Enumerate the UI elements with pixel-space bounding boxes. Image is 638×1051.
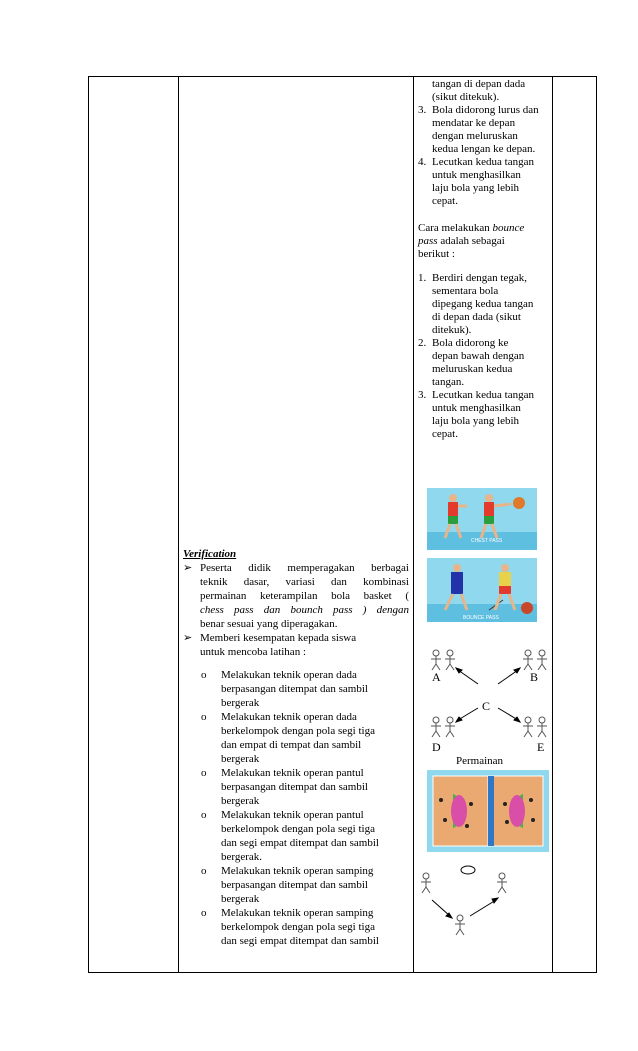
- item-number: 4.: [418, 156, 427, 168]
- text-line: berpasangan ditempat dan sambil: [221, 879, 368, 891]
- image-caption: CHEST PASS: [471, 538, 503, 544]
- text-line: bergerak: [221, 697, 260, 709]
- text-span-italic: bounce: [492, 222, 525, 234]
- list-item: [418, 104, 556, 156]
- exercise-list: [183, 668, 409, 948]
- text-line: untuk mencoba latihan :: [200, 646, 306, 658]
- label-a: A: [432, 670, 441, 684]
- item-number: 1.: [418, 272, 427, 284]
- list-item: [201, 808, 409, 864]
- text-line: berikut :: [418, 248, 455, 260]
- text-line: Melakukan teknik operan samping: [221, 907, 374, 919]
- text-line: Berdiri dengan tegak,: [432, 272, 527, 284]
- circle-bullet-icon: o: [201, 865, 207, 877]
- text-line: berkelompok dengan pola segi tiga: [221, 725, 375, 737]
- text-line: (sikut ditekuk).: [432, 91, 500, 103]
- text-line: Melakukan teknik operan dada: [221, 711, 357, 723]
- item-number: 3.: [418, 389, 427, 401]
- text-line: Lecutkan kedua tangan: [432, 389, 535, 401]
- basketball-court-illustration: [427, 770, 549, 852]
- circle-bullet-icon: o: [201, 711, 207, 723]
- section-heading: Verification: [183, 548, 237, 560]
- text-line: berpasangan ditempat dan sambil: [221, 683, 368, 695]
- text-line: berkelompok dengan pola segi tiga: [221, 921, 375, 933]
- text-line: sementara bola: [432, 285, 499, 297]
- label-e: E: [537, 740, 545, 754]
- text-line: permainan keterampilan bola basket (: [200, 590, 409, 602]
- circle-bullet-icon: o: [201, 767, 207, 779]
- label-d: D: [432, 740, 441, 754]
- stick-figures: [431, 650, 547, 737]
- table-divider-1: [178, 77, 179, 972]
- label-b: B: [530, 670, 539, 684]
- text-line: untuk menghasilkan: [432, 402, 521, 414]
- text-line: bergerak: [221, 753, 260, 765]
- text-line: Melakukan teknik operan dada: [221, 669, 357, 681]
- text-span: chess pass dan bounch pass ) dengan: [200, 604, 409, 616]
- text-span: Cara melakukan: [418, 222, 493, 234]
- chest-pass-steps: [418, 104, 556, 208]
- text-line: Melakukan teknik operan samping: [221, 865, 374, 877]
- text-line: tangan di depan dada: [432, 78, 526, 90]
- basketball-icon: [513, 497, 525, 509]
- bounce-pass-illustration: [427, 558, 537, 622]
- text-line: dan empat di tempat dan sambil: [221, 739, 362, 751]
- player-head: [449, 494, 457, 502]
- list-item: [201, 668, 409, 710]
- text-line: kedua lengan ke depan.: [432, 143, 536, 155]
- arrow-bullet-icon: ➢: [183, 632, 193, 644]
- list-item: [201, 906, 409, 948]
- pass-arrows: [432, 898, 498, 918]
- text-line: berkelompok dengan pola segi tiga: [221, 823, 375, 835]
- table-divider-2: [413, 77, 414, 972]
- text-line: meluruskan kedua: [432, 363, 513, 375]
- text-line: Bola didorong lurus dan: [432, 104, 539, 116]
- text-line: mendatar ke depan: [432, 117, 516, 129]
- text-line: bergerak: [221, 795, 260, 807]
- verification-paragraph-1: [183, 561, 409, 631]
- text-line: bergerak: [221, 893, 260, 905]
- text-line: dengan meluruskan: [432, 130, 518, 142]
- text-line: [418, 235, 554, 248]
- text-line: cepat.: [432, 428, 458, 440]
- player-shirt: [448, 502, 458, 516]
- text-line: dan segi empat ditempat dan sambil: [221, 935, 379, 947]
- court-svg: [427, 770, 549, 852]
- text-line: Memberi kesempatan kepada siswa: [200, 632, 357, 644]
- list-item: [201, 710, 409, 766]
- passing-formation-diagram: [420, 640, 555, 770]
- triangle-pass-diagram: [418, 860, 518, 946]
- item-number: 3.: [418, 104, 427, 116]
- text-span: adalah sebagai: [437, 235, 505, 247]
- bounce-pass-svg: [427, 558, 537, 622]
- arrow-bullet-icon: ➢: [183, 562, 193, 574]
- text-line: Lecutkan kedua tangan: [432, 156, 535, 168]
- text-line: teknik dasar, variasi dan kombinasi: [200, 576, 409, 588]
- diagram-caption: Permainan: [456, 755, 504, 767]
- list-item: [418, 389, 556, 441]
- verification-section: [183, 547, 409, 948]
- text-line: Melakukan teknik operan pantul: [221, 767, 364, 779]
- list-item: [201, 864, 409, 906]
- text-line: Melakukan teknik operan pantul: [221, 809, 364, 821]
- text-line: [418, 222, 554, 235]
- text-line: Peserta didik memperagakan berbagai: [200, 562, 409, 574]
- bounce-pass-steps: [418, 272, 556, 441]
- list-item: [418, 337, 556, 389]
- item-number: 2.: [418, 337, 427, 349]
- col3-intro: [432, 78, 525, 104]
- text-line: berpasangan ditempat dan sambil: [221, 781, 368, 793]
- list-item: [201, 766, 409, 808]
- list-item: [418, 272, 556, 337]
- circle-bullet-icon: o: [201, 907, 207, 919]
- text-span-italic: pass: [418, 235, 438, 247]
- label-c: C: [482, 699, 491, 713]
- bounce-pass-intro: [418, 222, 554, 261]
- text-line: ditekuk).: [432, 324, 472, 336]
- triangle-svg: [418, 860, 518, 946]
- text-line: [200, 603, 409, 617]
- text-line: bergerak.: [221, 851, 263, 863]
- text-line: tangan.: [432, 376, 465, 388]
- table-divider-3: [552, 77, 553, 972]
- text-line: untuk menghasilkan: [432, 169, 521, 181]
- verification-paragraph-2: [183, 631, 409, 659]
- text-line: cepat.: [432, 195, 458, 207]
- text-line: Bola didorong ke: [432, 337, 509, 349]
- text-line: di depan dada (sikut: [432, 311, 521, 323]
- text-line: laju bola yang lebih: [432, 182, 520, 194]
- image-caption: BOUNCE PASS: [463, 615, 499, 621]
- text-line: benar sesuai yang diperagakan.: [200, 618, 338, 630]
- text-line: dipegang kedua tangan: [432, 298, 534, 310]
- circle-bullet-icon: o: [201, 669, 207, 681]
- text-line: dan segi empat ditempat dan sambil: [221, 837, 379, 849]
- circle-bullet-icon: o: [201, 809, 207, 821]
- chest-pass-illustration: [427, 488, 537, 550]
- text-line: laju bola yang lebih: [432, 415, 520, 427]
- list-item: [418, 156, 556, 208]
- text-line: depan bawah dengan: [432, 350, 525, 362]
- ball-icon: [461, 866, 475, 874]
- basketball-icon: [521, 602, 533, 614]
